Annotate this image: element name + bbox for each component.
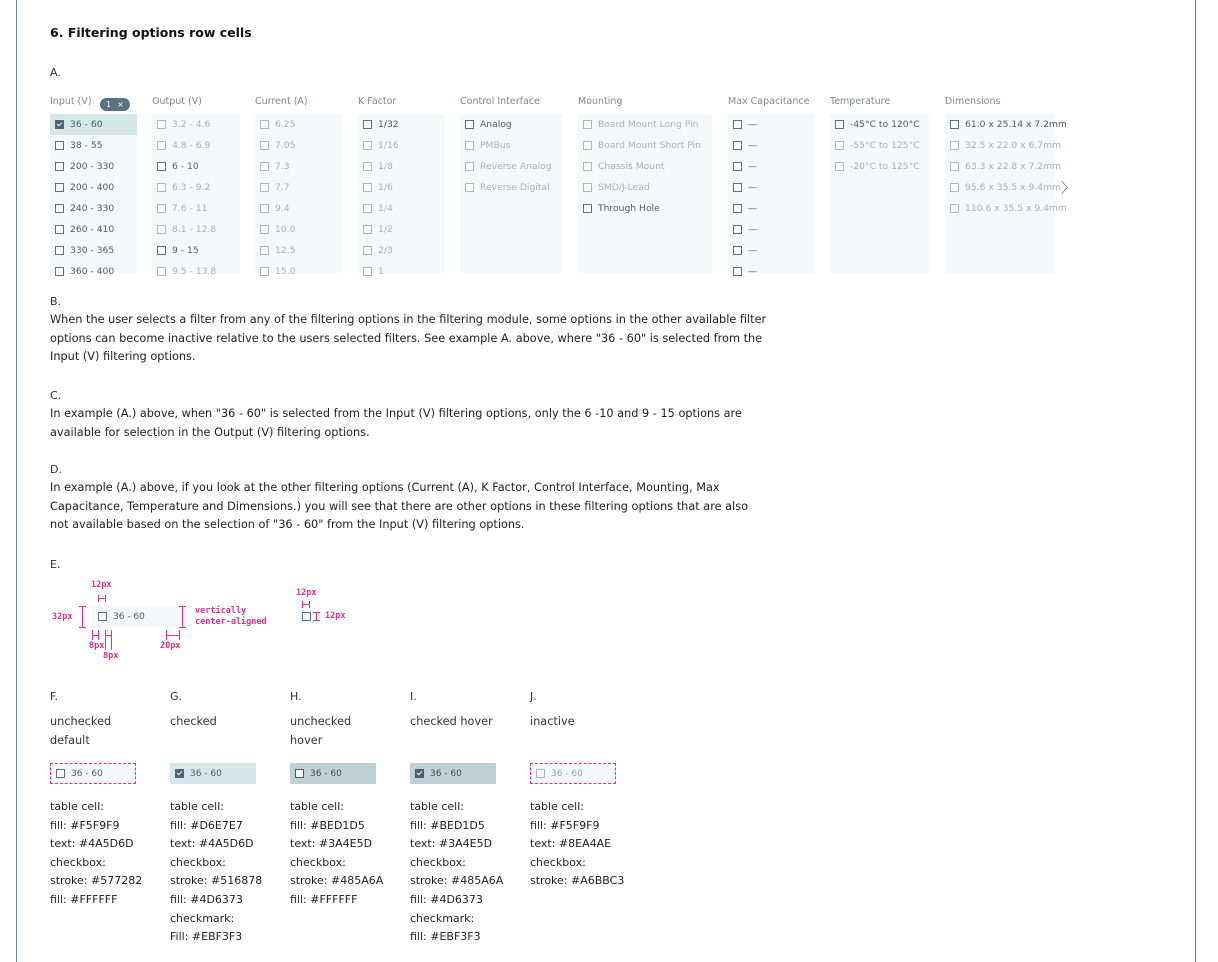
- filter-option[interactable]: [358, 114, 445, 135]
- filter-option: [255, 114, 342, 135]
- paragraph-c: In example (A.) above, when "36 - 60" is selected from the Input (V) filtering options, only the 6 -10 and 9 - 15 options are available for selection in the Output (V) filtering options.: [50, 407, 742, 439]
- filter-option-label: —: [748, 140, 758, 151]
- checkbox-icon[interactable]: [363, 120, 372, 129]
- dim-line: [79, 627, 86, 628]
- checkbox-icon: [157, 183, 166, 192]
- state-spec-line: fill: #F5F9F9: [530, 818, 600, 832]
- checkbox-icon: [260, 225, 269, 234]
- filter-option-label: 7.3: [275, 161, 290, 172]
- filter-option-label: —: [748, 245, 758, 256]
- filter-option-label: 7.05: [275, 140, 296, 151]
- filter-option-label: 330 - 365: [70, 245, 115, 256]
- filter-option-label: 12.5: [275, 245, 296, 256]
- checkbox-icon: [260, 183, 269, 192]
- filter-column: [945, 114, 1067, 273]
- filter-option-label: 1/4: [378, 203, 393, 214]
- filter-option-label: 1/32: [378, 119, 399, 130]
- checkbox-icon[interactable]: [55, 183, 64, 192]
- state-spec-line: stroke: #A6BBC3: [530, 874, 625, 888]
- filter-option: [255, 135, 342, 156]
- state-letter: H.: [290, 690, 302, 703]
- checkbox-checked-icon: [175, 769, 184, 778]
- filter-option: [578, 135, 712, 156]
- state-spec-line: text: #4A5D6D: [170, 837, 254, 851]
- filter-option-label: —: [748, 182, 758, 193]
- filter-option: [358, 135, 445, 156]
- top-padding-label: 12px: [91, 580, 112, 590]
- filter-option[interactable]: [460, 114, 562, 135]
- filter-option: [152, 114, 240, 135]
- filter-option[interactable]: [50, 114, 137, 135]
- state-spec-line: fill: #FFFFFF: [290, 893, 358, 906]
- filter-option: [460, 135, 562, 156]
- filter-option[interactable]: [50, 198, 137, 219]
- filter-column-header: Mounting: [578, 96, 623, 107]
- filter-option-label: —: [748, 224, 758, 235]
- state-spec-line: stroke: #577282: [50, 874, 143, 888]
- filter-option-label: 63.3 x 22.8 x 7.2mm: [965, 161, 1061, 172]
- state-spec-line: fill: #D6E7E7: [170, 818, 243, 832]
- state-title: checked: [170, 715, 217, 728]
- filter-option-label: —: [748, 203, 758, 214]
- state-spec-line: stroke: #485A6A: [290, 874, 384, 888]
- filter-option-label: 15.0: [275, 266, 296, 277]
- filter-option[interactable]: [830, 114, 929, 135]
- checkbox-icon: [950, 204, 959, 213]
- filter-option-label: 240 - 330: [70, 203, 115, 214]
- label-c: C.: [50, 389, 62, 402]
- filter-option: [578, 156, 712, 177]
- checkbox-icon[interactable]: [55, 204, 64, 213]
- filter-option[interactable]: [50, 177, 137, 198]
- dim-line: [111, 630, 112, 650]
- checkbox-icon: [302, 612, 311, 621]
- checkbox-icon: [583, 120, 592, 129]
- filter-option: [578, 177, 712, 198]
- filter-option[interactable]: [728, 261, 815, 282]
- checkbox-icon[interactable]: [733, 225, 742, 234]
- checkbox-icon: [363, 246, 372, 255]
- dim-line: [79, 606, 86, 607]
- checkbox-gap-label: 8px: [89, 641, 105, 651]
- state-spec-line: checkbox:: [530, 855, 586, 869]
- filter-option-label: Reverse Digital: [480, 182, 550, 193]
- state-sample-cell[interactable]: [410, 763, 496, 784]
- state-spec-line: fill: #4D6373: [170, 893, 243, 906]
- filter-column-header: Dimensions: [945, 96, 1001, 107]
- sample-label: 36 - 60: [190, 768, 222, 779]
- dim-line: [179, 627, 186, 628]
- filter-option: [945, 135, 1061, 156]
- spec-sample-cell: [92, 606, 178, 627]
- filter-option: [358, 156, 445, 177]
- filter-option-label: 260 - 410: [70, 224, 115, 235]
- dim-line: [179, 630, 180, 640]
- filter-option-label: Analog: [480, 119, 512, 130]
- checkbox-icon[interactable]: [733, 183, 742, 192]
- checkbox-icon[interactable]: [55, 141, 64, 150]
- filter-column-header: Control Interface: [460, 96, 540, 107]
- checkbox-icon[interactable]: [157, 246, 166, 255]
- checkbox-icon: [260, 246, 269, 255]
- state-spec-line: table cell:: [290, 800, 344, 813]
- state-title: default: [50, 734, 90, 747]
- checkbox-icon: [157, 225, 166, 234]
- checkbox-icon: [260, 141, 269, 150]
- filter-column: [578, 114, 712, 273]
- sample-label: 36 - 60: [113, 611, 145, 622]
- state-letter: F.: [50, 690, 59, 703]
- state-letter: J.: [530, 690, 537, 703]
- checkbox-icon[interactable]: [733, 120, 742, 129]
- filter-option-label: 6.3 - 9.2: [172, 182, 211, 193]
- state-spec-line: table cell:: [410, 800, 464, 813]
- checkbox-icon[interactable]: [950, 120, 959, 129]
- checkbox-icon: [157, 204, 166, 213]
- filter-option[interactable]: [945, 114, 1067, 135]
- label-a: A.: [50, 66, 61, 79]
- filter-option[interactable]: [728, 240, 815, 261]
- state-title: hover: [290, 734, 323, 747]
- left-padding-label: 8px: [103, 651, 119, 661]
- checkbox-icon: [157, 141, 166, 150]
- filter-option: [255, 219, 342, 240]
- checkbox-icon[interactable]: [55, 267, 64, 276]
- state-sample-cell[interactable]: [50, 763, 136, 784]
- filter-option[interactable]: [50, 261, 137, 282]
- paragraph-d: In example (A.) above, if you look at the other filtering options (Current (A), K Factor, Control Interface, Mounting, Max Capacitance, Temperature and Dimensions.) you will see that there are other options in these filtering options that are also not available based on the selection of "36 - 60" from the Input (V) filtering options.: [50, 481, 748, 531]
- checkbox-icon: [950, 141, 959, 150]
- checkbox-icon[interactable]: [835, 120, 844, 129]
- filter-column: [460, 114, 562, 273]
- filter-option[interactable]: [50, 219, 137, 240]
- filter-option: [152, 198, 240, 219]
- filter-option-label: 9.5 - 13.8: [172, 266, 217, 277]
- state-spec-line: table cell:: [530, 800, 584, 813]
- label-d: D.: [50, 463, 62, 476]
- checkbox-icon: [835, 162, 844, 171]
- dim-line: [105, 630, 106, 650]
- checkbox-icon[interactable]: [583, 204, 592, 213]
- sample-label: 36 - 60: [430, 768, 462, 779]
- checkbox-icon: [56, 769, 65, 778]
- state-spec-line: checkbox:: [410, 855, 466, 869]
- checkbox-icon: [363, 267, 372, 276]
- state-spec-line: fill: #BED1D5: [410, 818, 485, 832]
- filter-option-label: Through Hole: [598, 203, 660, 214]
- state-spec-line: checkbox:: [170, 855, 226, 869]
- filter-option-label: Board Mount Long Pin: [598, 119, 699, 130]
- state-spec-line: text: #8EA4AE: [530, 837, 612, 851]
- filter-option-label: PMBus: [480, 140, 511, 151]
- paragraph-b: When the user selects a filter from any of the filtering options in the filtering module, some options in the other available filter options can become inactive relative to the users selected filters. See example A. above, where "36 - 60" is selected from the Input (V) filtering options.: [50, 313, 767, 363]
- filter-option-label: 38 - 55: [70, 140, 103, 151]
- filter-column-header: Temperature: [830, 96, 891, 107]
- dim-line: [313, 612, 320, 613]
- filter-option-label: —: [748, 161, 758, 172]
- filter-option-label: 1/8: [378, 161, 393, 172]
- checkbox-icon[interactable]: [733, 204, 742, 213]
- close-icon[interactable]: ×: [117, 100, 124, 109]
- filter-option[interactable]: [728, 135, 815, 156]
- filter-option-label: 32.5 x 22.0 x 6.7mm: [965, 140, 1061, 151]
- filter-option-label: 36 - 60: [70, 119, 103, 130]
- filter-option: [255, 198, 342, 219]
- state-letter: G.: [170, 690, 183, 703]
- filter-option[interactable]: [728, 156, 815, 177]
- height-label: 32px: [52, 612, 73, 622]
- state-spec-line: table cell:: [170, 800, 224, 813]
- filter-option-label: 8.1 - 12.8: [172, 224, 217, 235]
- filter-option-label: 3.2 - 4.6: [172, 119, 211, 130]
- state-title: unchecked: [50, 715, 112, 728]
- filter-option-label: 61.0 x 25.14 x 7.2mm: [965, 119, 1067, 130]
- filter-option: [578, 114, 712, 135]
- filter-option[interactable]: [152, 240, 240, 261]
- dim-line: [182, 606, 183, 628]
- filter-option[interactable]: [50, 135, 137, 156]
- filter-option[interactable]: [728, 219, 815, 240]
- filter-option-label: 10.0: [275, 224, 296, 235]
- filter-column: [830, 114, 929, 273]
- checkbox-icon: [465, 162, 474, 171]
- filter-option: [358, 261, 445, 282]
- filter-option-label: 9 - 15: [172, 245, 199, 256]
- filter-option[interactable]: [728, 114, 815, 135]
- filter-option-label: 360 - 400: [70, 266, 115, 277]
- checkbox-icon: [465, 141, 474, 150]
- dim-line: [98, 630, 99, 640]
- state-title: unchecked: [290, 715, 352, 728]
- filter-option: [152, 135, 240, 156]
- state-spec-line: table cell:: [50, 800, 104, 813]
- checkbox-icon: [950, 162, 959, 171]
- checkbox-checked-icon: [415, 769, 424, 778]
- checkbox-width-label: 12px: [296, 588, 317, 598]
- dim-line: [309, 601, 310, 608]
- state-spec-line: fill: #4D6373: [410, 893, 483, 906]
- state-spec-line: fill: #FFFFFF: [50, 893, 118, 906]
- filter-option-label: Board Mount Short Pin: [598, 140, 701, 151]
- filter-option: [255, 261, 342, 282]
- filter-option-label: 7.6 - 11: [172, 203, 208, 214]
- filter-option: [152, 177, 240, 198]
- checkbox-icon: [363, 162, 372, 171]
- filter-option-label: -55°C to 125°C: [850, 140, 920, 151]
- checkbox-icon[interactable]: [157, 162, 166, 171]
- filter-column-header: Current (A): [255, 96, 308, 107]
- filter-option[interactable]: [50, 240, 137, 261]
- filter-option: [945, 156, 1061, 177]
- state-spec-line: text: #3A4E5D: [290, 837, 373, 851]
- checkbox-icon: [583, 141, 592, 150]
- state-spec-line: stroke: #516878: [170, 874, 263, 888]
- filter-option-label: 6 - 10: [172, 161, 199, 172]
- filter-option[interactable]: [50, 156, 137, 177]
- filter-option: [152, 219, 240, 240]
- dim-line: [82, 606, 83, 628]
- state-sample-cell: [530, 763, 616, 784]
- filter-option-label: Chassis Mount: [598, 161, 665, 172]
- filter-option-label: 4.8 - 6.9: [172, 140, 211, 151]
- checkbox-icon[interactable]: [733, 267, 742, 276]
- state-title: inactive: [530, 715, 575, 728]
- state-spec-line: fill: #BED1D5: [290, 818, 365, 832]
- filter-option-label: 200 - 330: [70, 161, 115, 172]
- checkbox-icon: [260, 267, 269, 276]
- checkbox-icon: [363, 183, 372, 192]
- filter-column-header: Max Capacitance: [728, 96, 810, 107]
- label-e: E.: [50, 558, 61, 571]
- state-spec-line: checkmark:: [170, 911, 235, 925]
- checkbox-icon: [363, 141, 372, 150]
- filter-option-label: SMD/J-Lead: [598, 182, 650, 193]
- filter-option: [460, 177, 562, 198]
- filter-option[interactable]: [152, 156, 240, 177]
- checkbox-icon: [157, 120, 166, 129]
- filter-option-label: 1: [378, 266, 384, 277]
- state-spec-line: fill: #F5F9F9: [50, 818, 120, 832]
- right-padding-label: 20px: [160, 641, 181, 651]
- dim-line: [302, 604, 309, 605]
- filter-column: [358, 114, 445, 277]
- checkbox-icon[interactable]: [55, 225, 64, 234]
- filter-option: [358, 198, 445, 219]
- filter-option: [358, 219, 445, 240]
- checkbox-icon: [295, 769, 304, 778]
- filter-option-label: -45°C to 120°C: [850, 119, 920, 130]
- filter-column: [50, 114, 137, 277]
- filter-option: [255, 240, 342, 261]
- filter-option-label: —: [748, 266, 758, 277]
- alignment-note-2: center-aligned: [195, 617, 267, 627]
- filter-option: [255, 177, 342, 198]
- filter-option: [830, 135, 929, 156]
- filter-option-label: Reverse Analog: [480, 161, 552, 172]
- checkbox-icon: [835, 141, 844, 150]
- checkbox-icon: [950, 183, 959, 192]
- filter-option-label: 110.6 x 35.5 x 9.4mm: [965, 203, 1067, 214]
- sample-label: 36 - 60: [551, 768, 583, 779]
- checkbox-icon: [260, 204, 269, 213]
- sample-label: 36 - 60: [310, 768, 342, 779]
- state-title: checked hover: [410, 715, 493, 728]
- filter-option-label: -20°C to 125°C: [850, 161, 920, 172]
- checkbox-height-label: 12px: [325, 611, 346, 621]
- filter-option: [830, 156, 929, 177]
- filter-option[interactable]: [728, 198, 815, 219]
- filter-option-label: 1/6: [378, 182, 393, 193]
- checkbox-icon: [260, 162, 269, 171]
- state-spec-line: stroke: #485A6A: [410, 874, 504, 888]
- filter-option: [945, 177, 1061, 198]
- filter-column-header: K Factor: [358, 96, 397, 107]
- state-spec-line: fill: #EBF3F3: [410, 930, 481, 944]
- filter-option: [945, 198, 1067, 219]
- dim-line: [179, 606, 186, 607]
- state-sample-cell[interactable]: [170, 763, 256, 784]
- dim-line: [166, 635, 179, 636]
- filter-option-label: —: [748, 119, 758, 130]
- filter-option-label: 9.4: [275, 203, 290, 214]
- checkbox-icon[interactable]: [55, 246, 64, 255]
- checkbox-icon[interactable]: [55, 162, 64, 171]
- filter-column-header: Input (V): [50, 96, 92, 107]
- filter-option-label: 6.25: [275, 119, 296, 130]
- dim-line: [105, 595, 106, 602]
- checkbox-icon: [363, 225, 372, 234]
- state-spec-line: Fill: #EBF3F3: [170, 930, 243, 944]
- filter-option: [255, 156, 342, 177]
- checkbox-icon: [363, 204, 372, 213]
- label-b: B.: [50, 295, 62, 308]
- checkbox-icon: [583, 183, 592, 192]
- filter-column: [255, 114, 342, 277]
- filter-option[interactable]: [728, 177, 815, 198]
- filter-option: [358, 240, 445, 261]
- section-title: 6. Filtering options row cells: [50, 25, 252, 40]
- filter-option: [152, 261, 240, 282]
- badge-count: 1: [106, 100, 112, 109]
- sample-label: 36 - 60: [71, 768, 103, 779]
- checkbox-icon: [260, 120, 269, 129]
- checkbox-icon[interactable]: [733, 162, 742, 171]
- filter-option-label: 200 - 400: [70, 182, 115, 193]
- filter-option-label: 2/3: [378, 245, 393, 256]
- filter-column-header: Output (V): [152, 96, 202, 107]
- checkbox-icon[interactable]: [733, 246, 742, 255]
- filter-option[interactable]: [578, 198, 712, 219]
- checkbox-checked-icon[interactable]: [55, 120, 64, 129]
- checkbox-icon: [465, 183, 474, 192]
- filter-option-label: 1/2: [378, 224, 393, 235]
- filter-option-label: 95.6 x 35.5 x 9.4mm: [965, 182, 1061, 193]
- state-spec-line: checkbox:: [50, 855, 106, 869]
- checkbox-icon[interactable]: [733, 141, 742, 150]
- filter-option-label: 7.7: [275, 182, 290, 193]
- state-spec-line: text: #4A5D6D: [50, 837, 134, 851]
- filter-option: [460, 156, 562, 177]
- chevron-right-icon[interactable]: 〉: [1061, 181, 1075, 197]
- dim-line: [313, 620, 320, 621]
- filter-option-label: 1/16: [378, 140, 399, 151]
- filter-column: [152, 114, 240, 277]
- checkbox-icon: [583, 162, 592, 171]
- selected-count-badge[interactable]: [94, 94, 130, 113]
- state-letter: I.: [410, 690, 417, 703]
- state-spec-line: text: #3A4E5D: [410, 837, 493, 851]
- checkbox-icon[interactable]: [465, 120, 474, 129]
- state-sample-cell[interactable]: [290, 763, 376, 784]
- filter-column: [728, 114, 815, 277]
- filter-option: [358, 177, 445, 198]
- state-spec-line: checkmark:: [410, 911, 475, 925]
- alignment-note-1: vertically: [195, 606, 247, 616]
- checkbox-icon: [536, 769, 545, 778]
- checkbox-icon: [157, 267, 166, 276]
- state-spec-line: checkbox:: [290, 855, 346, 869]
- checkbox-icon: [98, 612, 107, 621]
